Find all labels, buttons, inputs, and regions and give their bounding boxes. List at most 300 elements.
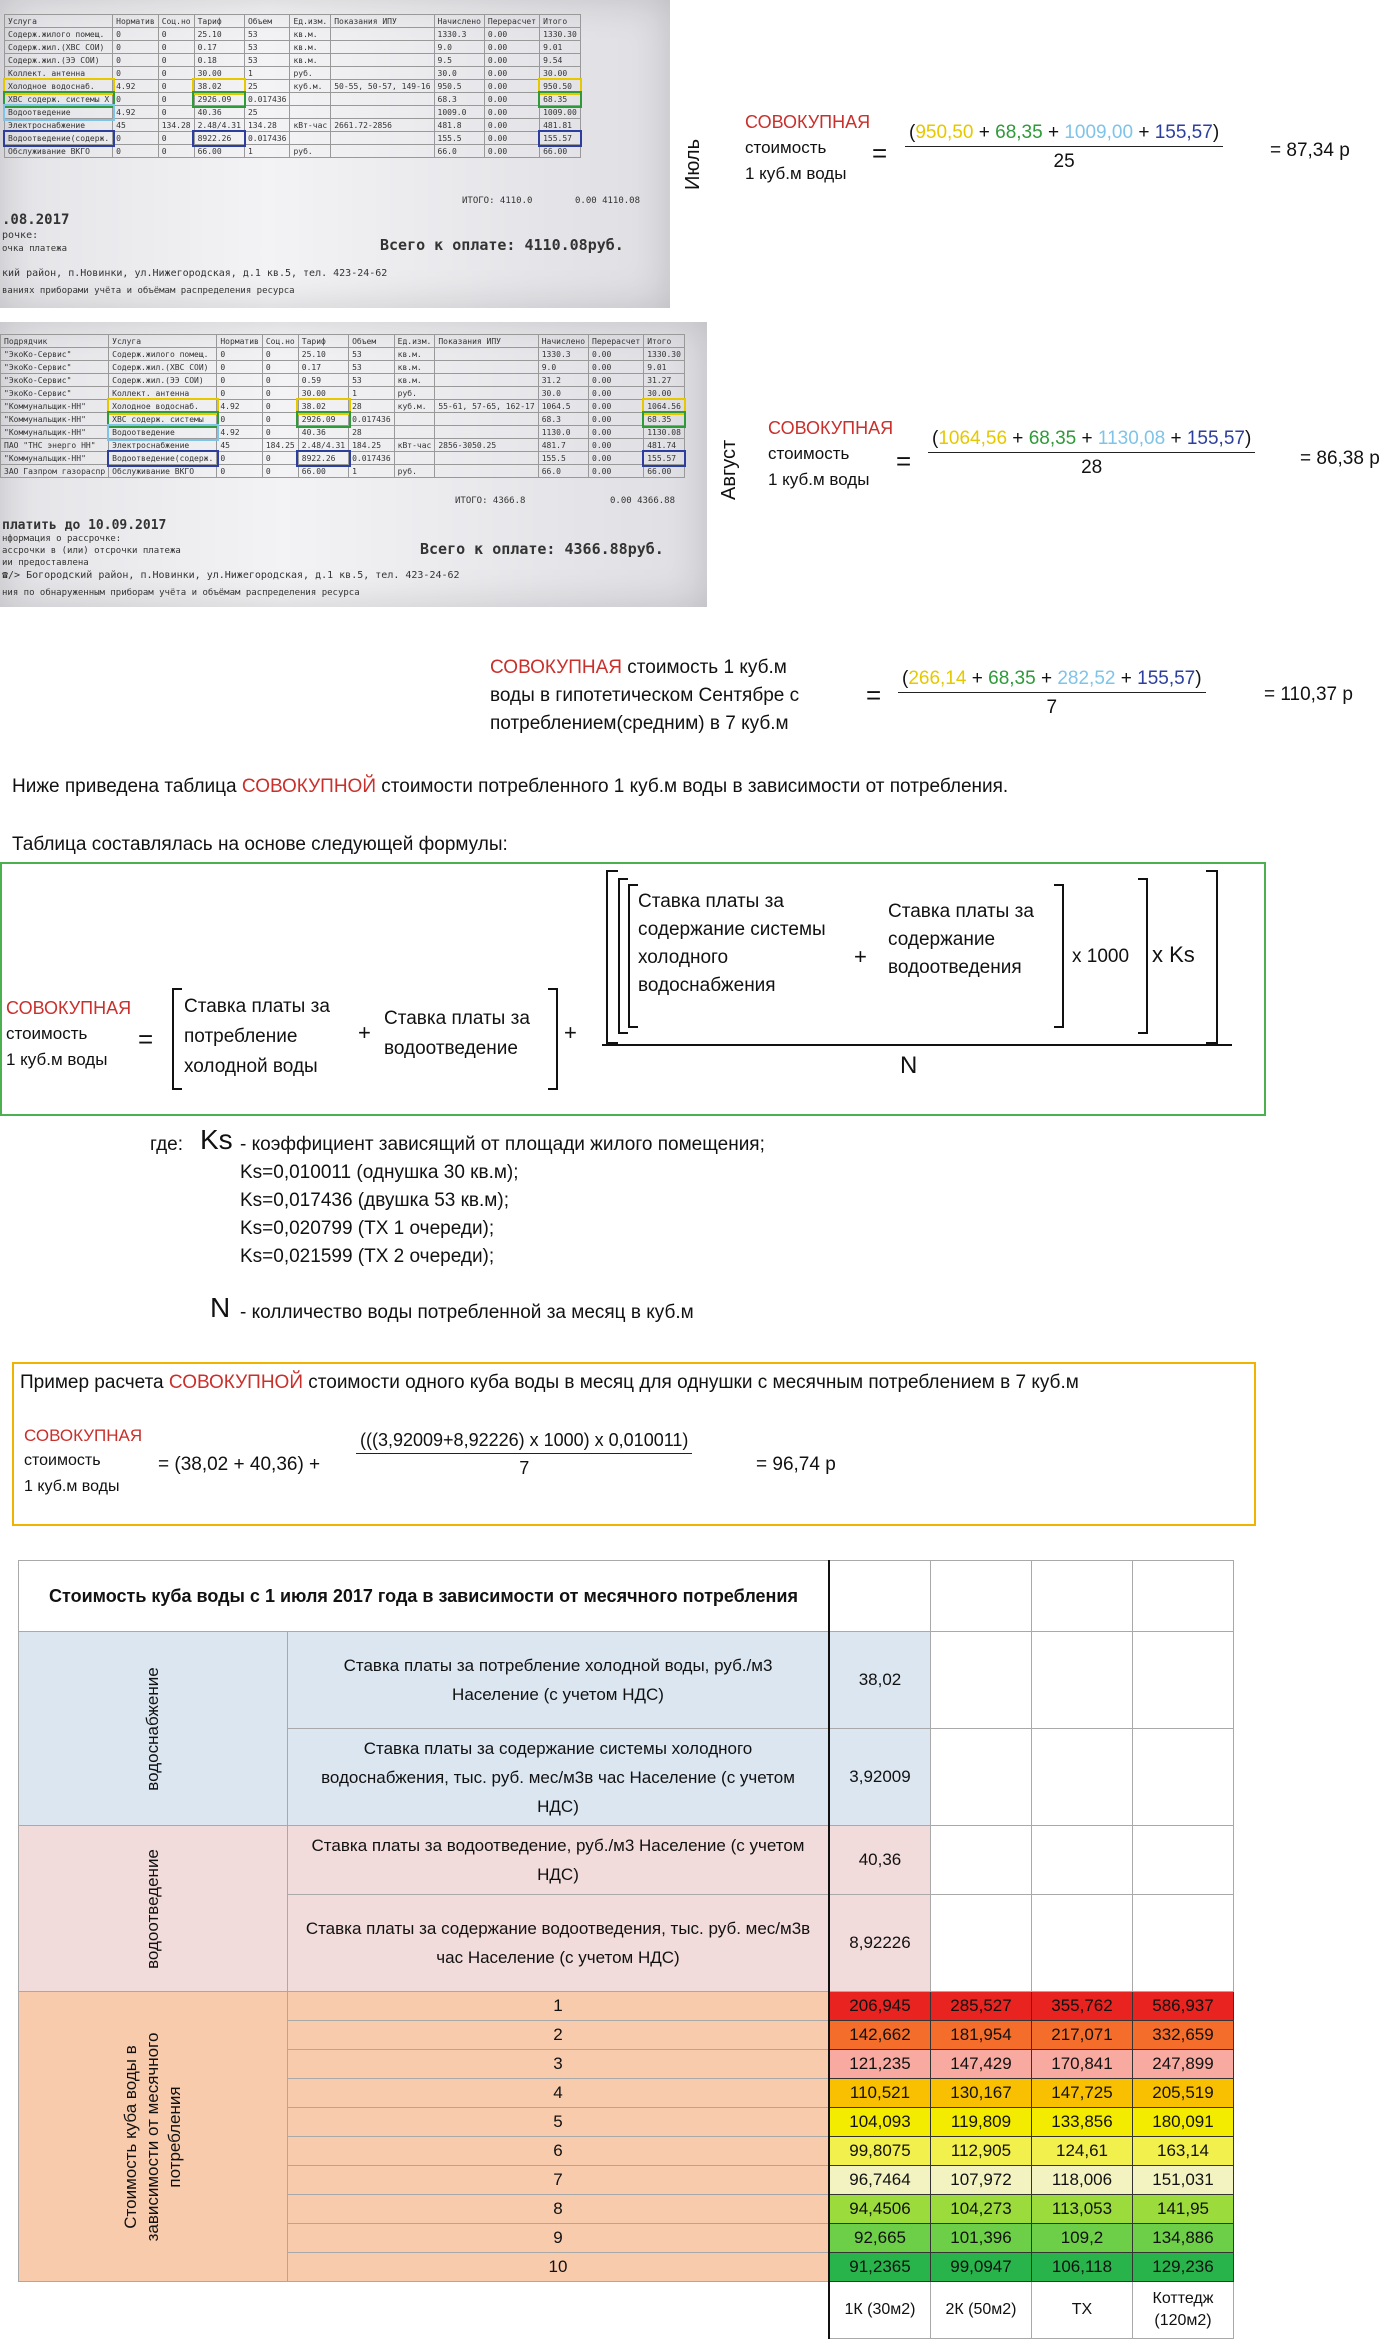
receipt-cell: Холодное водоснаб.	[109, 400, 217, 413]
receipt-cell: 9.0	[538, 361, 588, 374]
receipt-cell: 0.00	[484, 93, 539, 106]
receipt-cell: 1330.30	[644, 348, 685, 361]
receipt-aug-address: ☎/> Богородский район, п.Новинки, ул.Нижегородская, д.1 кв.5, тел. 423-24-62	[2, 570, 460, 581]
cost-cell: 112,905	[931, 2137, 1032, 2166]
receipt-cell: ХВС содерж. системы	[109, 413, 217, 426]
receipt-cell: 0	[113, 67, 159, 80]
general-formula-box	[0, 862, 1266, 1116]
legend-ks-desc: - коэффициент зависящий от площади жилого помещения;	[240, 1134, 765, 1155]
receipt-july-itogo: ИТОГО: 4110.0	[462, 196, 533, 206]
receipt-cell: 481.8	[434, 119, 484, 132]
receipt-august-table	[0, 334, 685, 478]
legend-n-symbol: N	[210, 1292, 231, 1323]
receipt-july-line3: очка платежа	[2, 244, 68, 254]
receipt-cell: 481.74	[644, 439, 685, 452]
receipt-cell: куб.м.	[394, 400, 435, 413]
receipt-header-cell: Ед.изм.	[394, 335, 435, 348]
param-label: Ставка платы за содержание системы холодного водоснабжения, тыс. руб. мес/м3в час Население (с учетом НДС)	[288, 1729, 830, 1826]
receipt-header-row	[5, 15, 581, 28]
july-value-d: 155,57	[1154, 122, 1213, 143]
formula-plus-3: +	[854, 944, 867, 969]
aug-fraction: $\frac{(1064,56 + 68,35 + 1130,08 + 155,57)}{28}$	[928, 428, 1255, 479]
receipt-cell: 1330.30	[540, 28, 581, 41]
receipt-cell: Водоотведение	[5, 106, 113, 119]
receipt-cell: 8922.26	[194, 132, 244, 145]
aug-value-a: 1064,56	[938, 428, 1008, 449]
receipt-cell: "ЭкоКо-Сервис"	[1, 374, 109, 387]
formula-label-1: стоимость	[6, 1024, 88, 1043]
receipt-cell	[435, 426, 538, 439]
receipt-cell: 1330.3	[434, 28, 484, 41]
receipt-cell: "ЭкоКо-Сервис"	[1, 348, 109, 361]
receipt-aug-line2: нформация о рассрочке:	[2, 534, 122, 544]
receipt-cell: 2856-3050.25	[435, 439, 538, 452]
cost-cell: 113,053	[1032, 2195, 1133, 2224]
receipt-cell: 155.57	[644, 452, 685, 465]
sept-value-a: 266,14	[908, 668, 967, 689]
legend-ks-3: Ks=0,020799 (ТХ 1 очереди);	[240, 1218, 495, 1239]
receipt-cell: 45	[113, 119, 159, 132]
july-result: = 87,34 р	[1270, 140, 1350, 161]
receipt-cell: 0	[262, 361, 298, 374]
param-value: 38,02	[829, 1632, 931, 1729]
receipt-cell: 9.0	[434, 41, 484, 54]
receipt-cell: 30.00	[194, 67, 244, 80]
formula-label-2: 1 куб.м воды	[6, 1050, 108, 1069]
aug-label-1: стоимость	[768, 444, 850, 463]
receipt-cell: 2.48/4.31	[298, 439, 348, 452]
july-eq: =	[872, 138, 888, 168]
receipt-cell: 0.017436	[349, 452, 395, 465]
receipt-cell: "ЭкоКо-Сервис"	[1, 361, 109, 374]
receipt-cell: 481.7	[538, 439, 588, 452]
receipt-cell: 0	[262, 387, 298, 400]
receipt-cell: 0	[217, 387, 263, 400]
receipt-cell: 184.25	[349, 439, 395, 452]
aug-label-red: СОВОКУПНАЯ	[768, 418, 894, 438]
cost-table	[18, 1560, 1234, 2339]
receipt-row	[5, 80, 581, 93]
receipt-cell: 55-61, 57-65, 162-17	[435, 400, 538, 413]
table-title-row	[19, 1561, 1234, 1632]
cost-cell: 106,118	[1032, 2253, 1133, 2282]
receipt-july-address: кий район, п.Новинки, ул.Нижегородская, д.1 кв.5, тел. 423-24-62	[2, 268, 388, 279]
cost-cell: 107,972	[931, 2166, 1032, 2195]
receipt-cell: 0.00	[589, 439, 644, 452]
receipt-cell: 0	[262, 348, 298, 361]
receipt-cell: 0.00	[484, 145, 539, 158]
cost-cell: 121,235	[829, 2050, 931, 2079]
example-lhs: = (38,02 + 40,36) +	[158, 1454, 321, 1475]
receipt-cell: Содерж.жилого помещ.	[5, 28, 113, 41]
table-title: Стоимость куба воды с 1 июля 2017 года в зависимости от месячного потребления	[19, 1561, 830, 1632]
cost-cell: 285,527	[931, 1992, 1032, 2021]
receipt-cell: 4.92	[113, 106, 159, 119]
receipt-cell: "ЭкоКо-Сервис"	[1, 387, 109, 400]
param-label: Ставка платы за потребление холодной воды, руб./м3 Население (с учетом НДС)	[288, 1632, 830, 1729]
receipt-cell	[394, 452, 435, 465]
cost-cell: 101,396	[931, 2224, 1032, 2253]
cost-cell: 180,091	[1133, 2108, 1234, 2137]
receipt-cell: 0	[217, 361, 263, 374]
receipt-cell: 1009.00	[540, 106, 581, 119]
cost-cell: 130,167	[931, 2079, 1032, 2108]
july-label-2: 1 куб.м воды	[745, 164, 847, 183]
legend-ks-1: Ks=0,010011 (однушка 30 кв.м);	[240, 1162, 519, 1183]
table-cell	[931, 1632, 1032, 1729]
receipt-cell: 68.3	[434, 93, 484, 106]
receipt-cell: 1	[349, 465, 395, 478]
receipt-july-footer: ваниях приборами учёта и объёмам распределения ресурса	[2, 286, 295, 296]
receipt-cell: 0	[158, 145, 194, 158]
receipt-cell: 53	[244, 41, 290, 54]
receipt-july-itogo2: 0.00 4110.08	[575, 196, 641, 206]
receipt-cell: 2.48/4.31	[194, 119, 244, 132]
receipt-cell: 0	[113, 145, 159, 158]
receipt-cell: 31.27	[644, 374, 685, 387]
receipt-cell: 0	[262, 413, 298, 426]
cost-cell: 124,61	[1032, 2137, 1133, 2166]
table-cell	[1032, 1561, 1133, 1632]
receipt-cell: Обслуживание ВКГО	[109, 465, 217, 478]
aug-value-b: 68,35	[1028, 428, 1077, 449]
receipt-header-cell: Показания ИПУ	[331, 15, 434, 28]
receipt-cell: 0	[158, 54, 194, 67]
receipt-cell: кв.м.	[394, 361, 435, 374]
receipt-header-row	[1, 335, 685, 348]
receipt-cell: 2926.09	[194, 93, 244, 106]
cost-cell: 147,725	[1032, 2079, 1133, 2108]
receipt-cell: 1130.0	[538, 426, 588, 439]
receipt-cell: 0.00	[484, 106, 539, 119]
table-footer-row	[19, 2282, 1234, 2339]
receipt-cell: 68.35	[540, 93, 581, 106]
receipt-cell: Водоотведение(содерж.	[5, 132, 113, 145]
cost-cell: 118,006	[1032, 2166, 1133, 2195]
receipt-cell: 9.54	[540, 54, 581, 67]
legend-ks-2: Ks=0,017436 (двушка 53 кв.м);	[240, 1190, 509, 1211]
receipt-cell: Электроснабжение	[5, 119, 113, 132]
receipt-cell: 0	[262, 426, 298, 439]
receipt-cell: 0.00	[484, 41, 539, 54]
receipt-cell: 0.17	[194, 41, 244, 54]
july-label-red: СОВОКУПНАЯ	[745, 112, 871, 132]
receipt-photo-august	[0, 322, 707, 607]
consumption-value: 8	[288, 2195, 830, 2224]
cost-cell: 217,071	[1032, 2021, 1133, 2050]
receipt-cell: Холодное водоснаб.	[5, 80, 113, 93]
receipt-aug-line4: ии предоставлена	[2, 558, 89, 568]
consumption-value: 5	[288, 2108, 830, 2137]
sept-denominator: 7	[1046, 697, 1058, 718]
table-cell	[1032, 1895, 1133, 1992]
cost-cell: 96,7464	[829, 2166, 931, 2195]
receipt-cell: 481.81	[540, 119, 581, 132]
cost-cell: 170,841	[1032, 2050, 1133, 2079]
receipt-cell: 66.00	[194, 145, 244, 158]
consumption-value: 10	[288, 2253, 830, 2282]
receipt-july-total: Всего к оплате: 4110.08руб.	[380, 236, 624, 254]
formula-term-drainage: Ставка платы за водоотведение	[384, 1008, 530, 1059]
receipt-cell: 1	[349, 387, 395, 400]
july-value-a: 950,50	[915, 122, 974, 143]
receipt-cell: 4.92	[217, 426, 263, 439]
receipt-cell: 68.35	[644, 413, 685, 426]
cost-cell: 355,762	[1032, 1992, 1133, 2021]
cost-cell: 104,093	[829, 2108, 931, 2137]
intro-paragraph-1: Ниже приведена таблица СОВОКУПНОЙ стоимости потребленного 1 куб.м воды в зависимости от потребления.	[12, 776, 1009, 797]
receipt-cell: Содерж.жил.(ХВС СОИ)	[5, 41, 113, 54]
cost-cell: 163,14	[1133, 2137, 1234, 2166]
cost-cell: 147,429	[931, 2050, 1032, 2079]
table-cell	[829, 1561, 931, 1632]
column-label: 1К (30м2)	[829, 2282, 931, 2339]
receipt-cell: Водоотведение	[109, 426, 217, 439]
receipt-cell: 0.00	[589, 452, 644, 465]
sept-value-d: 155,57	[1137, 668, 1196, 689]
param-label: Ставка платы за содержание водоотведения, тыс. руб. мес/м3в час Население (с учетом НДС)	[288, 1895, 830, 1992]
receipt-cell: 0.017436	[244, 132, 290, 145]
receipt-cell	[290, 132, 331, 145]
receipt-cell	[435, 413, 538, 426]
receipt-cell: кв.м.	[290, 41, 331, 54]
receipt-cell: 155.5	[538, 452, 588, 465]
cost-cell: 141,95	[1133, 2195, 1234, 2224]
receipt-row	[5, 106, 581, 119]
receipt-cell: 9.5	[434, 54, 484, 67]
receipt-cell: руб.	[394, 465, 435, 478]
table-cell	[1133, 1895, 1234, 1992]
receipt-cell: 25.10	[194, 28, 244, 41]
july-label-1: стоимость	[745, 138, 827, 157]
receipt-cell: 1009.0	[434, 106, 484, 119]
receipt-cell: 0	[158, 132, 194, 145]
receipt-cell: Обслуживание ВКГО	[5, 145, 113, 158]
receipt-cell: 30.00	[540, 67, 581, 80]
receipt-cell: 68.3	[538, 413, 588, 426]
receipt-cell: 0	[113, 41, 159, 54]
receipt-row	[5, 93, 581, 106]
cost-cell: 110,521	[829, 2079, 931, 2108]
cost-cell: 99,0947	[931, 2253, 1032, 2282]
receipt-header-cell: Начислено	[434, 15, 484, 28]
receipt-cell: ПАО "ТНС энерго НН"	[1, 439, 109, 452]
receipt-july-table	[4, 14, 581, 158]
receipt-cell: 0	[113, 54, 159, 67]
receipt-row	[1, 439, 685, 452]
receipt-cell: кв.м.	[290, 54, 331, 67]
receipt-cell: 0	[113, 28, 159, 41]
receipt-row	[5, 119, 581, 132]
receipt-cell: 0	[158, 67, 194, 80]
receipt-header-cell: Норматив	[113, 15, 159, 28]
receipt-cell	[394, 413, 435, 426]
group-drainage: водоотведение	[19, 1826, 288, 1992]
receipt-aug-itogo2: 0.00 4366.88	[610, 496, 676, 506]
param-value: 3,92009	[829, 1729, 931, 1826]
receipt-cell: 1	[244, 145, 290, 158]
receipt-cell: 66.00	[298, 465, 348, 478]
receipt-aug-date: платить до 10.09.2017	[2, 518, 167, 533]
receipt-cell	[435, 465, 538, 478]
cost-cell: 206,945	[829, 1992, 931, 2021]
receipt-cell: 40.36	[298, 426, 348, 439]
receipt-header-cell: Объем	[244, 15, 290, 28]
receipt-cell: 2926.09	[298, 413, 348, 426]
formula-plus-1: +	[358, 1020, 371, 1045]
receipt-cell: 0	[158, 80, 194, 93]
consumption-value: 6	[288, 2137, 830, 2166]
formula-label-red: СОВОКУПНАЯ	[6, 998, 132, 1018]
month-label-august: Август	[718, 439, 740, 500]
sept-label-red: СОВОКУПНАЯ	[490, 657, 623, 678]
aug-value-c: 1130,08	[1097, 428, 1166, 449]
receipt-header-cell: Тариф	[194, 15, 244, 28]
receipt-row	[1, 374, 685, 387]
receipt-cell: 0	[158, 106, 194, 119]
receipt-cell: кВт-час	[394, 439, 435, 452]
receipt-cell: 0.00	[589, 387, 644, 400]
table-cell	[931, 1561, 1032, 1632]
receipt-cell: 950.50	[540, 80, 581, 93]
receipt-cell: Содерж.жил.(ЭЭ СОИ)	[5, 54, 113, 67]
receipt-row	[5, 132, 581, 145]
example-label-red: СОВОКУПНАЯ	[24, 1426, 143, 1445]
table-cell	[1032, 1729, 1133, 1826]
receipt-july-line2: рочке:	[2, 230, 39, 241]
receipt-cell: 25	[244, 80, 290, 93]
receipt-cell: 0.00	[589, 465, 644, 478]
column-label: 2К (50м2)	[931, 2282, 1032, 2339]
cost-cell: 586,937	[1133, 1992, 1234, 2021]
receipt-row	[1, 400, 685, 413]
receipt-header-cell: Соц.но	[158, 15, 194, 28]
receipt-cell: 0	[262, 374, 298, 387]
receipt-cell: 50-55, 50-57, 149-16	[331, 80, 434, 93]
receipt-header-cell: Соц.но	[262, 335, 298, 348]
receipt-cell: 0.00	[484, 28, 539, 41]
receipt-cell: руб.	[394, 387, 435, 400]
receipt-cell: 0.00	[589, 426, 644, 439]
table-cell	[1133, 1561, 1234, 1632]
consumption-value: 3	[288, 2050, 830, 2079]
receipt-cell: 0	[262, 465, 298, 478]
receipt-cell: 0.017436	[244, 93, 290, 106]
receipt-cell: 0.00	[589, 413, 644, 426]
receipt-aug-line3: ассрочки в (или) отсрочки платежа	[2, 546, 181, 556]
receipt-cell: 38.02	[194, 80, 244, 93]
receipt-cell: 2661.72-2856	[331, 119, 434, 132]
receipt-cell: Коллект. антенна	[109, 387, 217, 400]
receipt-photo-july	[0, 0, 670, 308]
receipt-cell: 0.00	[589, 374, 644, 387]
receipt-cell: Электроснабжение	[109, 439, 217, 452]
receipt-header-cell: Перерасчет	[484, 15, 539, 28]
receipt-cell	[435, 452, 538, 465]
receipt-cell: 9.01	[644, 361, 685, 374]
receipt-cell: Содерж.жилого помещ.	[109, 348, 217, 361]
receipt-aug-total: Всего к оплате: 4366.88руб.	[420, 540, 664, 558]
legend-n-desc: - колличество воды потребленной за месяц в куб.м	[240, 1302, 694, 1323]
receipt-cell	[331, 132, 434, 145]
receipt-cell: 66.0	[434, 145, 484, 158]
receipt-cell: 0	[217, 374, 263, 387]
receipt-cell: Водоотведение(содерж.	[109, 452, 217, 465]
receipt-cell: Содерж.жил.(ЭЭ СОИ)	[109, 374, 217, 387]
receipt-cell: 1064.56	[644, 400, 685, 413]
consumption-value: 4	[288, 2079, 830, 2108]
cost-cell: 133,856	[1032, 2108, 1133, 2137]
receipt-cell: 0.00	[589, 400, 644, 413]
table-cell	[1133, 1632, 1234, 1729]
month-label-july: Июль	[682, 138, 704, 190]
receipt-cell	[331, 106, 434, 119]
cost-cell: 104,273	[931, 2195, 1032, 2224]
receipt-row	[1, 387, 685, 400]
receipt-cell	[331, 54, 434, 67]
receipt-cell	[331, 145, 434, 158]
receipt-cell: кВт-час	[290, 119, 331, 132]
example-fraction	[356, 1430, 692, 1479]
receipt-header-cell: Услуга	[109, 335, 217, 348]
july-value-b: 68,35	[995, 122, 1043, 143]
legend-ks-4: Ks=0,021599 (ТХ 2 очереди);	[240, 1246, 495, 1267]
receipt-cell: 66.00	[644, 465, 685, 478]
receipt-header-cell: Начислено	[538, 335, 588, 348]
receipt-cell	[435, 361, 538, 374]
receipt-cell: 9.01	[540, 41, 581, 54]
receipt-cell: 40.36	[194, 106, 244, 119]
receipt-cell: 28	[349, 400, 395, 413]
cost-cell: 119,809	[931, 2108, 1032, 2137]
cost-cell: 247,899	[1133, 2050, 1234, 2079]
table-cell	[931, 1729, 1032, 1826]
receipt-cell: 25.10	[298, 348, 348, 361]
example-label-1: стоимость	[24, 1452, 101, 1469]
receipt-row	[1, 426, 685, 439]
receipt-cell: 950.5	[434, 80, 484, 93]
receipt-cell: 66.00	[540, 145, 581, 158]
receipt-cell: "Коммунальщик-НН"	[1, 426, 109, 439]
column-label: ТХ	[1032, 2282, 1133, 2339]
receipt-cell	[331, 41, 434, 54]
consumption-value: 2	[288, 2021, 830, 2050]
receipt-cell: 45	[217, 439, 263, 452]
receipt-cell: 38.02	[298, 400, 348, 413]
example-result: = 96,74 р	[756, 1454, 836, 1475]
table-param-row	[19, 1826, 1234, 1895]
formula-times-1000: x 1000	[1072, 946, 1130, 967]
receipt-row	[1, 465, 685, 478]
receipt-cell: 30.0	[538, 387, 588, 400]
receipt-cell	[331, 93, 434, 106]
receipt-cell: 0.17	[298, 361, 348, 374]
july-value-c: 1009,00	[1064, 122, 1134, 143]
receipt-cell: 155.5	[434, 132, 484, 145]
cost-cell: 205,519	[1133, 2079, 1234, 2108]
aug-result: = 86,38 р	[1300, 448, 1380, 469]
receipt-cell: 30.00	[644, 387, 685, 400]
receipt-cell: 134.28	[158, 119, 194, 132]
receipt-cell: 0	[217, 452, 263, 465]
receipt-cell: 1064.5	[538, 400, 588, 413]
receipt-cell: 31.2	[538, 374, 588, 387]
formula-term-cold-water: Ставка платы за потребление холодной воды	[184, 996, 330, 1077]
receipt-cell: 0.00	[589, 361, 644, 374]
receipt-aug-footer: ния по обнаруженным приборам учёта и объёмам распределения ресурса	[2, 588, 360, 598]
receipt-row	[5, 145, 581, 158]
receipt-cell: руб.	[290, 67, 331, 80]
